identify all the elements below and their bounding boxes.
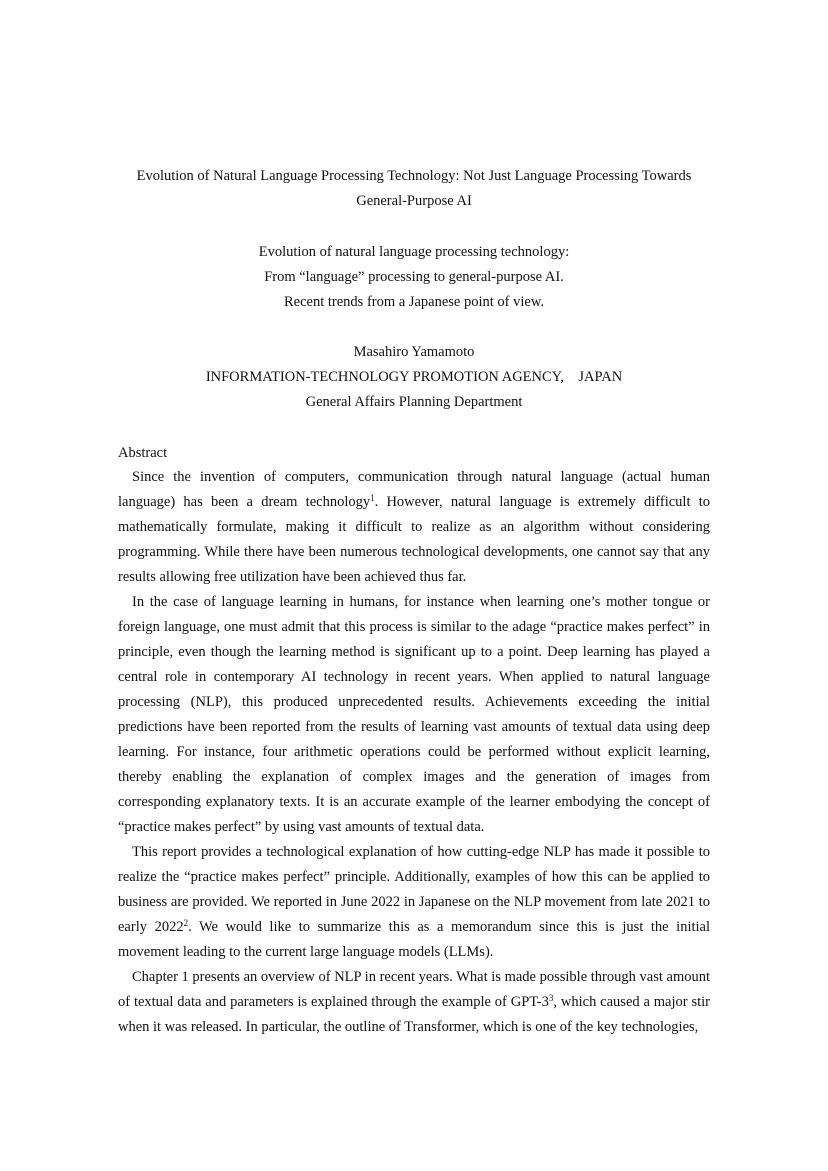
paragraph-text: This report provides a technological explanation of how cutting-edge NLP has made it possible to realize the “practice makes perfect” principle. Additionally, examples of how this can be applied to business are provided. We reported in June 2022 in Japanese on the NLP movement from late 2021 to early 2022 — [118, 844, 710, 935]
abstract-heading: Abstract — [118, 445, 168, 461]
abstract-paragraph-1 — [118, 465, 710, 590]
paragraph-text: Chapter 1 presents an overview of NLP in recent years. What is made possible through vast amount of textual data and parameters is explained through the example of GPT-3 — [118, 969, 710, 1010]
paragraph-text: . We would like to summarize this as a memorandum since this is just the initial movement leading to the current large language models (LLMs). — [118, 919, 710, 960]
paper-subtitle — [100, 240, 728, 315]
subtitle-line-1: Evolution of natural language processing technology: — [258, 244, 570, 260]
paragraph-text: Since the invention of computers, communication through natural language (actual human language) has been a dream technology — [118, 469, 710, 510]
footnote-ref-1: 1 — [370, 493, 375, 503]
title-line-2: General-Purpose AI — [356, 193, 472, 209]
abstract-paragraph-4 — [118, 965, 710, 1040]
author-name: Masahiro Yamamoto — [353, 344, 475, 360]
footnote-ref-3: 3 — [548, 993, 554, 1003]
abstract-paragraph-3 — [118, 840, 710, 965]
subtitle-line-2: From “language” processing to general-purpose AI. — [264, 269, 564, 285]
abstract-body — [118, 465, 710, 1040]
paper-title — [100, 164, 728, 214]
author-department: General Affairs Planning Department — [305, 394, 523, 410]
abstract-paragraph-2: In the case of language learning in humans, for instance when learning one’s mother tongue or foreign language, one must admit that this process is similar to the adage “practice makes perfect” in principle, even though the learning method is significant up to a point. Deep learning has played a central role in contemporary AI technology in recent years. When applied to natural language processing (NLP), this produced unprecedented results. Achievements exceeding the initial predictions have been reported from the results of learning vast amounts of textual data using deep learning. For instance, four arithmetic operations could be performed without explicit learning, thereby enabling the explanation of complex images and the generation of images from corresponding explanatory texts. It is an accurate example of the learner embodying the concept of “practice makes perfect” by using vast amounts of textual data. — [118, 594, 710, 835]
author-organization: INFORMATION-TECHNOLOGY PROMOTION AGENCY, JAPAN — [205, 369, 623, 385]
subtitle-line-3: Recent trends from a Japanese point of view. — [284, 294, 544, 310]
title-line-1: Evolution of Natural Language Processing Technology: Not Just Language Processing Towards — [136, 168, 692, 184]
paragraph-text: . However, natural language is extremely difficult to mathematically formulate, making it difficult to realize as an algorithm without considering programming. While there have been numerous technological developments, one cannot say that any results allowing free utilization have been achieved thus far. — [118, 494, 710, 585]
author-block — [100, 340, 728, 415]
paragraph-text: , which caused a major stir when it was released. In particular, the outline of Transformer, which is one of the key technologies, — [118, 994, 710, 1035]
footnote-ref-2: 2 — [183, 918, 189, 928]
